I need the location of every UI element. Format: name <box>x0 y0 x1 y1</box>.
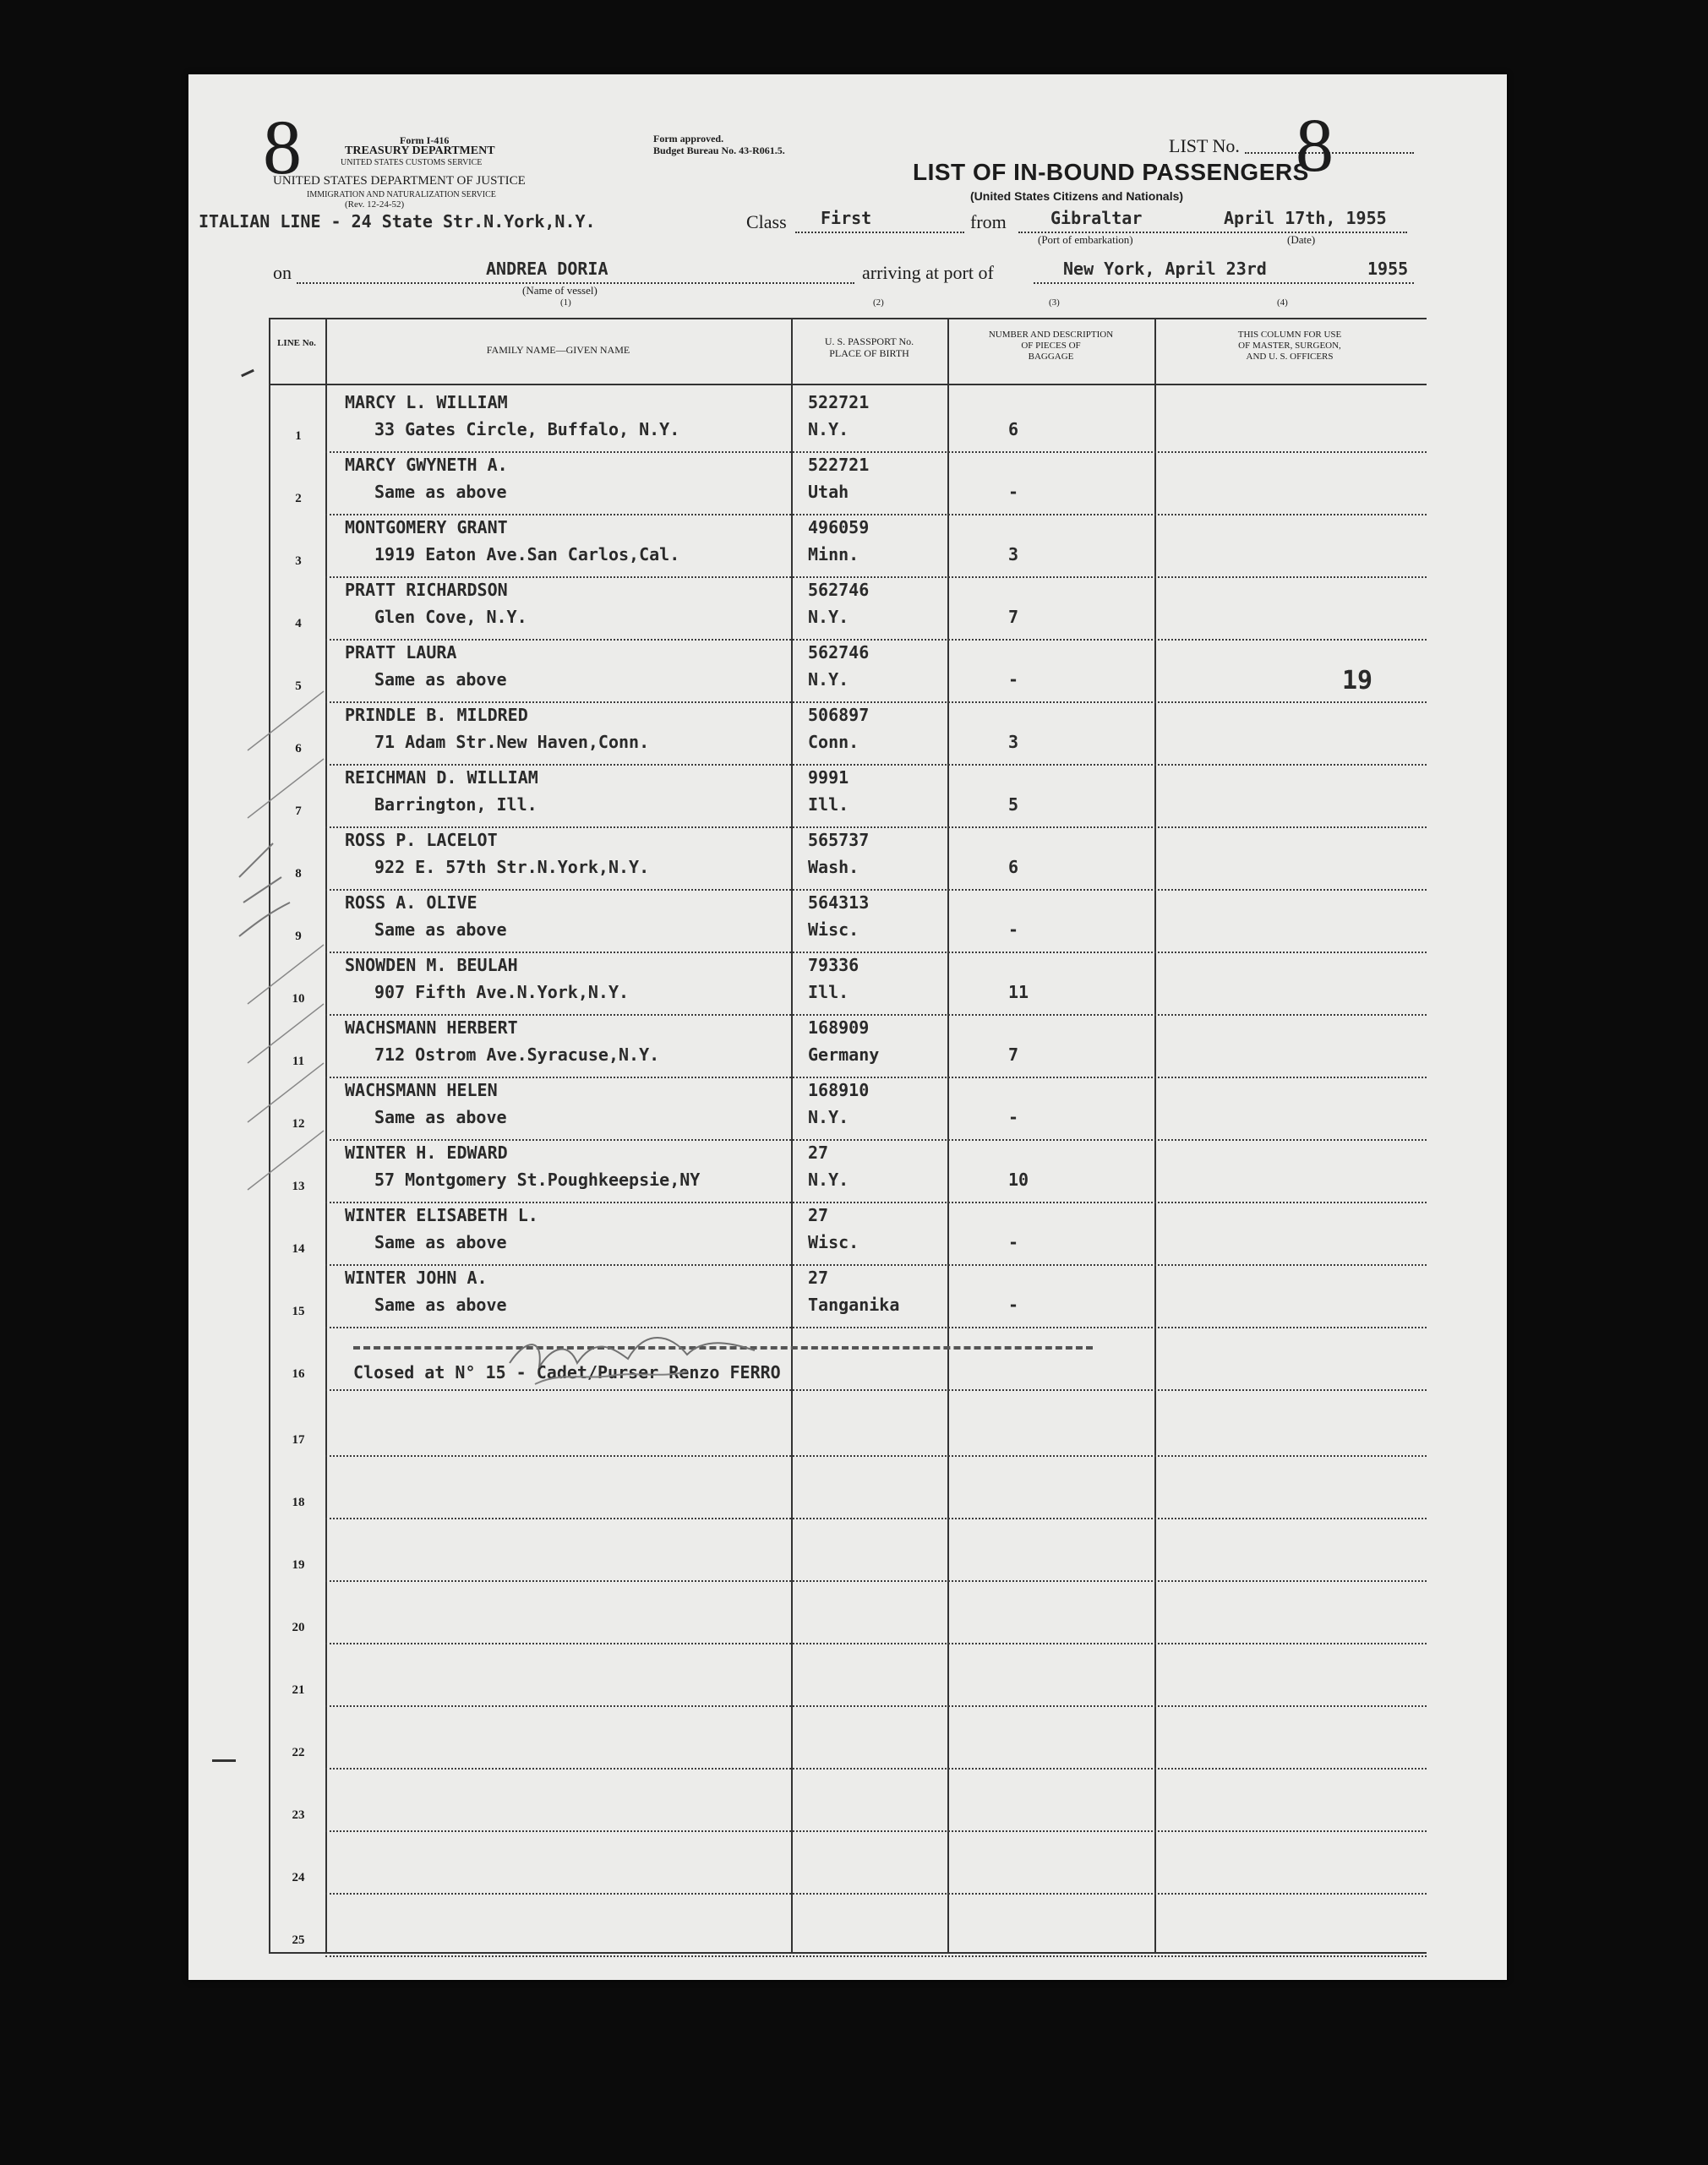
class-field <box>795 232 964 233</box>
line-number: 15 <box>292 1305 305 1318</box>
port-caption: (Port of embarkation) <box>1038 233 1133 246</box>
manifest-page <box>188 74 1507 1980</box>
on-label: on <box>273 262 292 283</box>
passenger-name: PRATT RICHARDSON <box>345 580 508 600</box>
passport-number: 27 <box>808 1142 829 1163</box>
row-divider <box>325 639 1427 641</box>
line-number: 17 <box>292 1433 305 1447</box>
line-number: 4 <box>295 617 302 630</box>
passport-number: 565737 <box>808 830 870 850</box>
row-divider <box>325 1705 1427 1707</box>
baggage-count: 7 <box>1008 1044 1019 1065</box>
passenger-name: ROSS P. LACELOT <box>345 830 498 850</box>
line-number: 10 <box>292 992 305 1006</box>
class-label: Class <box>746 211 787 232</box>
baggage-count: - <box>1008 1232 1019 1252</box>
row-divider <box>325 1014 1427 1016</box>
line-number: 14 <box>292 1242 305 1256</box>
row-divider <box>325 889 1427 891</box>
row-divider <box>325 1830 1427 1832</box>
line-number: 16 <box>292 1367 305 1381</box>
row-divider <box>325 1264 1427 1266</box>
col-header-baggage-2: OF PIECES OF <box>1021 341 1081 351</box>
place-of-birth: Tanganika <box>808 1295 900 1315</box>
passport-number: 496059 <box>808 517 870 537</box>
baggage-count: - <box>1008 919 1019 940</box>
passenger-address: 57 Montgomery St.Poughkeepsie,NY <box>374 1170 701 1190</box>
row-divider <box>325 1893 1427 1895</box>
table-header-bottom <box>269 384 1427 385</box>
passport-number: 562746 <box>808 580 870 600</box>
arriving-label: arriving at port of <box>862 262 994 283</box>
row-divider <box>325 1202 1427 1203</box>
place-of-birth: N.Y. <box>808 419 849 439</box>
place-of-birth: Utah <box>808 482 849 502</box>
place-of-birth: Germany <box>808 1044 880 1065</box>
form-title: LIST OF IN-BOUND PASSENGERS <box>913 159 1309 185</box>
passenger-name: PRATT LAURA <box>345 642 457 663</box>
passenger-address: Same as above <box>374 669 507 690</box>
row-divider <box>325 1768 1427 1770</box>
passenger-address: Same as above <box>374 1295 507 1315</box>
class-value: First <box>821 208 872 228</box>
line-number: 13 <box>292 1180 305 1193</box>
shipping-company: ITALIAN LINE - 24 State Str.N.York,N.Y. <box>199 211 596 232</box>
row-divider <box>325 1955 1427 1957</box>
row-divider <box>325 952 1427 953</box>
row-divider <box>325 1077 1427 1078</box>
row-divider <box>325 514 1427 515</box>
passenger-name: WINTER ELISABETH L. <box>345 1205 538 1225</box>
line-number: 5 <box>295 679 302 693</box>
col-header-line-no: LINE No. <box>277 338 316 348</box>
line-number: 21 <box>292 1683 305 1697</box>
arrival-field <box>1034 282 1414 284</box>
col-header-name: FAMILY NAME—GIVEN NAME <box>486 344 630 356</box>
row-divider <box>325 576 1427 578</box>
passenger-address: 33 Gates Circle, Buffalo, N.Y. <box>374 419 680 439</box>
place-of-birth: Wisc. <box>808 919 859 940</box>
budget-bureau: Budget Bureau No. 43-R061.5. <box>653 145 785 156</box>
col-header-passport-2: PLACE OF BIRTH <box>829 347 909 359</box>
line-number: 3 <box>295 554 302 568</box>
row-divider <box>325 1389 1427 1391</box>
col-header-officers-3: AND U. S. OFFICERS <box>1246 352 1334 362</box>
row-divider <box>325 1139 1427 1141</box>
line-number: 8 <box>295 867 302 881</box>
passenger-name: MONTGOMERY GRANT <box>345 517 508 537</box>
vessel-caption: (Name of vessel) <box>522 284 598 297</box>
place-of-birth: N.Y. <box>808 1107 849 1127</box>
passenger-address: Same as above <box>374 1107 507 1127</box>
from-label: from <box>970 211 1007 232</box>
baggage-count: 3 <box>1008 732 1019 752</box>
row-divider <box>325 1327 1427 1328</box>
place-of-birth: Minn. <box>808 544 859 564</box>
margin-tick <box>241 369 254 377</box>
row-divider <box>325 1518 1427 1519</box>
handwritten-signature <box>501 1304 789 1405</box>
department-of-justice: UNITED STATES DEPARTMENT OF JUSTICE <box>273 174 526 188</box>
vessel-name: ANDREA DORIA <box>486 259 608 279</box>
line-number: 18 <box>292 1496 305 1509</box>
passenger-address: Same as above <box>374 482 507 502</box>
col-caption-2: (2) <box>873 297 884 308</box>
line-number: 1 <box>295 429 302 443</box>
passenger-address: 1919 Eaton Ave.San Carlos,Cal. <box>374 544 680 564</box>
date-caption: (Date) <box>1287 233 1316 246</box>
passport-number: 27 <box>808 1205 829 1225</box>
passenger-name: ROSS A. OLIVE <box>345 892 477 913</box>
baggage-count: 6 <box>1008 857 1019 877</box>
place-of-birth: Wash. <box>808 857 859 877</box>
immigration-service: IMMIGRATION AND NATURALIZATION SERVICE <box>307 190 496 199</box>
baggage-count: 6 <box>1008 419 1019 439</box>
line-number: 7 <box>295 804 302 818</box>
baggage-count: - <box>1008 482 1019 502</box>
passenger-address: Glen Cove, N.Y. <box>374 607 527 627</box>
line-number: 23 <box>292 1808 305 1822</box>
baggage-count: 3 <box>1008 544 1019 564</box>
passenger-name: WINTER H. EDWARD <box>345 1142 508 1163</box>
passport-number: 79336 <box>808 955 859 975</box>
customs-service: UNITED STATES CUSTOMS SERVICE <box>341 158 483 167</box>
line-number: 6 <box>295 742 302 755</box>
row-divider <box>325 1643 1427 1644</box>
passport-number: 9991 <box>808 767 849 788</box>
place-of-birth: Ill. <box>808 982 849 1002</box>
margin-tick <box>212 1759 236 1762</box>
form-number: Form I-416 <box>400 134 450 146</box>
passenger-name: MARCY GWYNETH A. <box>345 455 508 475</box>
treasury-department: TREASURY DEPARTMENT <box>345 145 495 157</box>
passenger-name: Closed at N° 15 - Cadet/Purser Renzo FERRO <box>353 1362 781 1382</box>
passenger-name: SNOWDEN M. BEULAH <box>345 955 518 975</box>
line-number: 11 <box>292 1055 305 1068</box>
arrival-year: 1955 <box>1367 259 1409 279</box>
line-number: 25 <box>292 1933 305 1947</box>
passenger-address: 71 Adam Str.New Haven,Conn. <box>374 732 650 752</box>
passport-number: 522721 <box>808 392 870 412</box>
col-header-baggage-1: NUMBER AND DESCRIPTION <box>988 330 1114 340</box>
passenger-name: PRINDLE B. MILDRED <box>345 705 528 725</box>
col-header-passport-1: U. S. PASSPORT No. <box>824 335 914 347</box>
place-of-birth: Conn. <box>808 732 859 752</box>
embarkation-date: April 17th, 1955 <box>1224 208 1387 228</box>
passenger-address: 712 Ostrom Ave.Syracuse,N.Y. <box>374 1044 660 1065</box>
margin-check-marks <box>231 581 332 1224</box>
baggage-count: 11 <box>1008 982 1029 1002</box>
baggage-count: - <box>1008 1107 1019 1127</box>
line-number: 2 <box>295 492 302 505</box>
baggage-count: 10 <box>1008 1170 1029 1190</box>
passenger-address: 922 E. 57th Str.N.York,N.Y. <box>374 857 650 877</box>
form-subtitle: (United States Citizens and Nationals) <box>970 189 1184 203</box>
col-header-officers-2: OF MASTER, SURGEON, <box>1238 341 1341 351</box>
form-approved: Form approved. <box>653 133 724 145</box>
form-revision: (Rev. 12-24-52) <box>345 199 405 210</box>
line-number: 24 <box>292 1871 305 1884</box>
passenger-name: WACHSMANN HELEN <box>345 1080 498 1100</box>
passport-number: 506897 <box>808 705 870 725</box>
list-number: 8 <box>1296 104 1334 188</box>
line-number: 9 <box>295 930 302 943</box>
passenger-name: WINTER JOHN A. <box>345 1268 488 1288</box>
passenger-address: Same as above <box>374 919 507 940</box>
passport-number: 27 <box>808 1268 829 1288</box>
line-number: 20 <box>292 1621 305 1634</box>
table-top-border <box>269 318 1427 319</box>
arrival-port-date: New York, April 23rd <box>1063 259 1267 279</box>
col-header-officers-1: THIS COLUMN FOR USE <box>1237 330 1342 340</box>
col-caption-3: (3) <box>1049 297 1060 308</box>
row-divider <box>325 826 1427 828</box>
passport-number: 522721 <box>808 455 870 475</box>
passport-number: 168910 <box>808 1080 870 1100</box>
table-bottom-border <box>269 1952 1427 1954</box>
passport-number: 562746 <box>808 642 870 663</box>
officer-mark: 19 <box>1342 666 1373 695</box>
passenger-name: MARCY L. WILLIAM <box>345 392 508 412</box>
place-of-birth: N.Y. <box>808 669 849 690</box>
col-caption-4: (4) <box>1277 297 1288 308</box>
place-of-birth: Ill. <box>808 794 849 815</box>
line-number: 22 <box>292 1746 305 1759</box>
col-caption-1: (1) <box>560 297 571 308</box>
place-of-birth: N.Y. <box>808 1170 849 1190</box>
passport-number: 168909 <box>808 1017 870 1038</box>
baggage-count: 5 <box>1008 794 1019 815</box>
line-number: 19 <box>292 1558 305 1572</box>
passenger-address: Same as above <box>374 1232 507 1252</box>
row-divider <box>325 1455 1427 1457</box>
row-divider <box>325 1580 1427 1582</box>
passenger-address: Barrington, Ill. <box>374 794 538 815</box>
col-header-baggage-3: BAGGAGE <box>1028 352 1074 362</box>
passenger-address: 907 Fifth Ave.N.York,N.Y. <box>374 982 630 1002</box>
baggage-count: 7 <box>1008 607 1019 627</box>
row-divider <box>325 701 1427 703</box>
port-of-embarkation: Gibraltar <box>1050 208 1143 228</box>
row-divider <box>325 451 1427 453</box>
passport-number: 564313 <box>808 892 870 913</box>
baggage-count: - <box>1008 669 1019 690</box>
place-of-birth: N.Y. <box>808 607 849 627</box>
passenger-name: REICHMAN D. WILLIAM <box>345 767 538 788</box>
place-of-birth: Wisc. <box>808 1232 859 1252</box>
baggage-count: - <box>1008 1295 1019 1315</box>
passenger-name: WACHSMANN HERBERT <box>345 1017 518 1038</box>
line-number: 12 <box>292 1117 305 1131</box>
row-divider <box>325 764 1427 766</box>
sheet-number: 8 <box>263 104 302 190</box>
list-label: LIST No. <box>1169 135 1240 156</box>
